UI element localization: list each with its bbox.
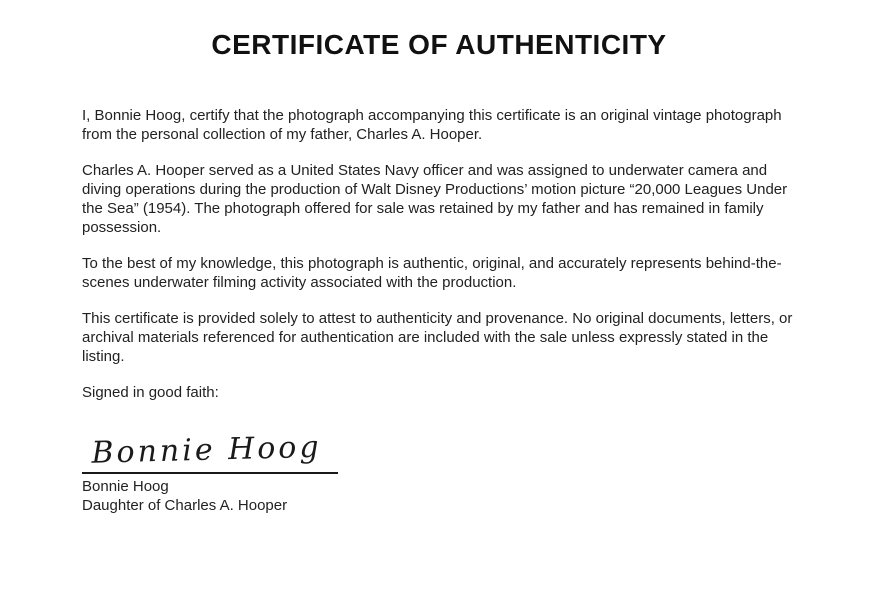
certificate-body — [82, 106, 796, 515]
signature-relation: Daughter of Charles A. Hooper — [82, 497, 288, 514]
signature-line — [82, 472, 338, 474]
paragraph-provenance: Charles A. Hooper served as a United States Navy officer and was assigned to underwater camera and diving operations during the production of Walt Disney Productions’ motion picture “20,000 Leagues Under the Sea” (1954). The photograph offered for sale was retained by my father and has remained in family possession. — [82, 162, 788, 236]
signature-handwriting: Bonnie Hoog — [91, 429, 323, 471]
paragraph-attestation: To the best of my knowledge, this photograph is authentic, original, and accurately represents behind-the-scenes underwater filming activity associated with the production. — [82, 255, 782, 291]
signature-block — [82, 429, 796, 515]
certificate-title: CERTIFICATE OF AUTHENTICITY — [211, 29, 667, 60]
paragraph-declaration: I, Bonnie Hoog, certify that the photograph accompanying this certificate is an original vintage photograph from the personal collection of my father, Charles A. Hooper. — [82, 107, 782, 143]
signature-printed-name: Bonnie Hoog — [82, 478, 169, 495]
signed-in-good-faith-label: Signed in good faith: — [82, 384, 219, 401]
paragraph-scope: This certificate is provided solely to attest to authenticity and provenance. No original documents, letters, or archival materials referenced for authentication are included with the sale unless expressly stated in the listing. — [82, 310, 793, 365]
